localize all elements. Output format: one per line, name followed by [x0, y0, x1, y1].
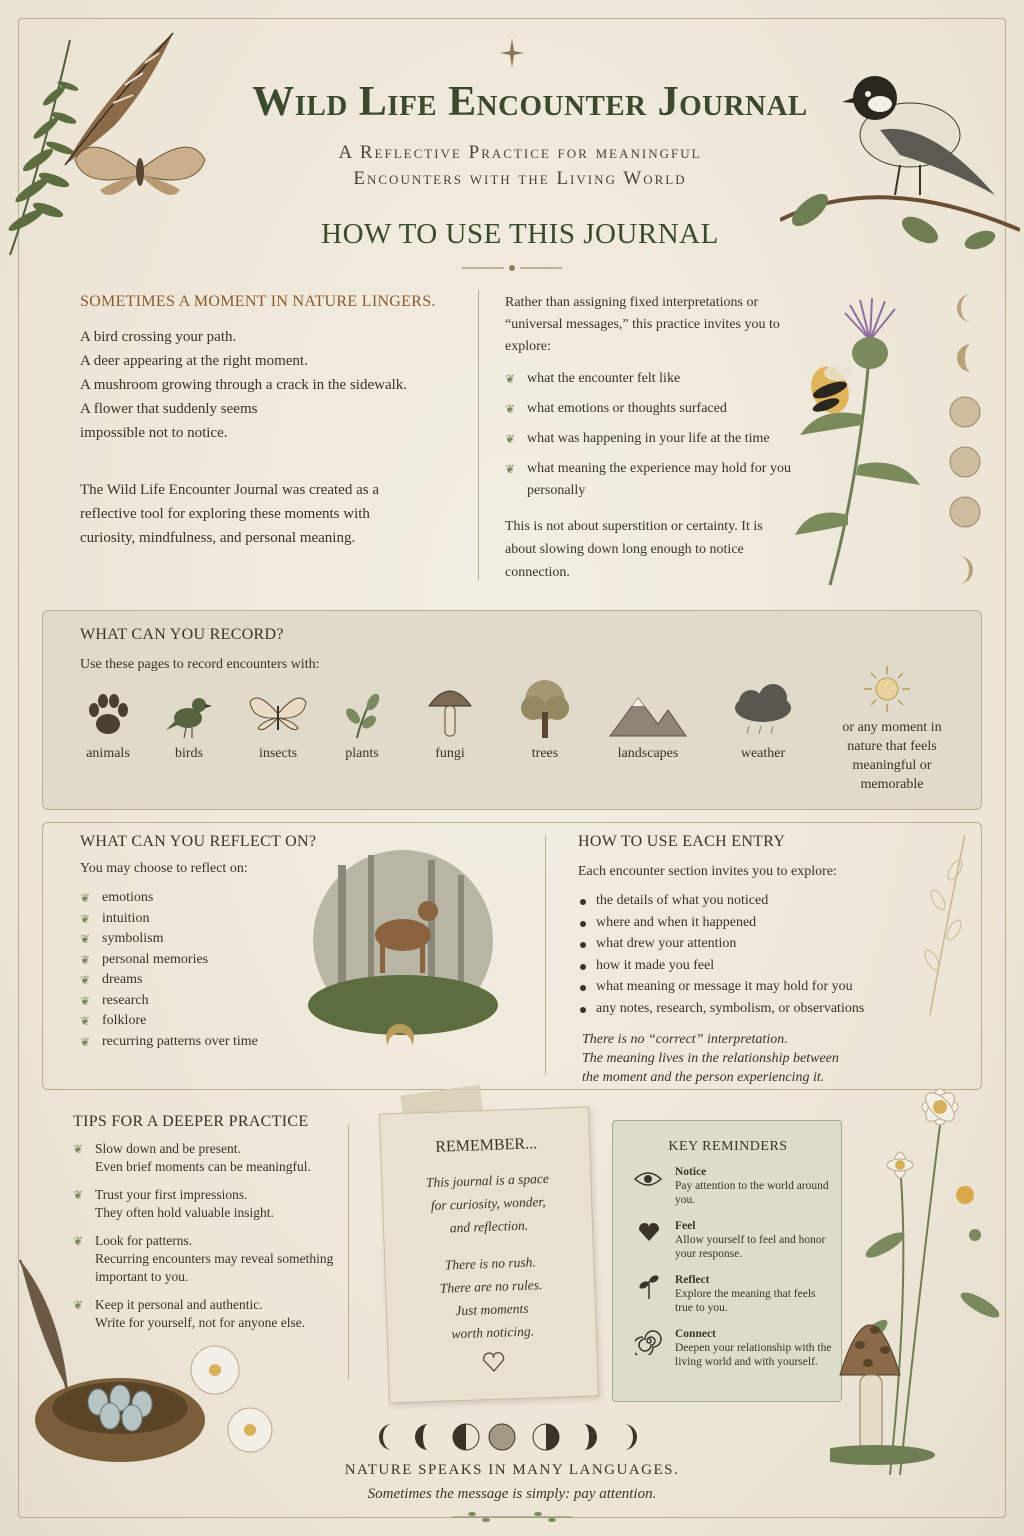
remember-card — [379, 1106, 599, 1403]
entry-lead: Each encounter section invites you to explore: — [578, 864, 837, 879]
star-ornament-icon — [500, 38, 524, 68]
tip-text: Even brief moments can be meaningful. — [95, 1159, 311, 1174]
subtitle-line-1: A Reflective Practice for meaningful — [338, 142, 702, 163]
bird-icon — [164, 690, 214, 740]
intro-paragraph: The Wild Life Encounter Journal was created as a reflective tool for exploring these moments with curiosity, mindfulness, and personal meaning. — [80, 482, 379, 546]
intro-line: A bird crossing your path. — [80, 329, 237, 345]
tip-text: Write for yourself, not for anyone else. — [95, 1315, 306, 1330]
heart-outline-icon — [481, 1350, 506, 1373]
list-item: ❦ folklore — [80, 1011, 300, 1032]
record-item-label: insects — [258, 746, 298, 761]
list-item: ❦ what was happening in your life at the time — [505, 428, 805, 450]
list-item: any notes, research, symbolism, or observations — [578, 998, 928, 1020]
reflect-lead: You may choose to reflect on: — [80, 861, 248, 876]
bird-nest-icon — [10, 1240, 290, 1480]
list-item: ❦ research — [80, 991, 300, 1012]
key-item-text: Pay attention to the world around you. — [675, 1180, 829, 1206]
thistle-icon — [790, 295, 930, 595]
mountains-icon — [608, 690, 688, 740]
entry-heading: HOW TO USE EACH ENTRY — [578, 833, 786, 850]
tip-title: ❦ Trust your first impressions. — [95, 1187, 248, 1202]
record-item-animals — [63, 690, 153, 762]
entry-note-line: the moment and the person experiencing it. — [582, 1070, 825, 1085]
list-item: ❦ what meaning the experience may hold for you personally — [505, 458, 805, 502]
deer-forest-illustration — [288, 835, 518, 1060]
list-item: ❦ dreams — [80, 970, 300, 991]
tip-item — [73, 1140, 348, 1176]
list-item: ❦ recurring patterns over time — [80, 1032, 300, 1053]
record-other: or any moment in nature that feels meaningful or memorable — [842, 720, 942, 792]
laurel-ornament-icon — [452, 1510, 572, 1524]
tree-icon — [515, 678, 575, 740]
heart-icon — [637, 1221, 661, 1243]
record-heading: WHAT CAN YOU RECORD? — [80, 626, 284, 643]
entry-list — [578, 890, 928, 1019]
key-item-text: Deepen your relationship with the living world and with yourself. — [675, 1342, 832, 1368]
leaf-sprig-icon — [337, 690, 387, 740]
column-divider — [478, 290, 479, 580]
key-item-notice — [675, 1165, 835, 1207]
explore-closing: This is not about superstition or certainty. It is about slowing down long enough to notice connection. — [505, 519, 763, 580]
record-item-label: birds — [175, 746, 203, 761]
list-item: what drew your attention — [578, 933, 928, 955]
botanical-sprig-icon — [910, 830, 980, 1020]
tip-item — [73, 1186, 348, 1222]
remember-heading: REMEMBER... — [435, 1135, 538, 1156]
record-item-label: animals — [86, 746, 130, 761]
list-item: ❦ intuition — [80, 909, 300, 930]
page-subtitle — [230, 140, 810, 192]
key-item-reflect — [675, 1273, 835, 1315]
remember-line: and reflection. — [449, 1217, 529, 1236]
intro-line: A flower that suddenly seems — [80, 401, 258, 417]
remember-line: This journal is a space — [425, 1170, 550, 1191]
subtitle-line-2: Encounters with the Living World — [353, 168, 687, 189]
daisy-morel-illustration — [830, 1085, 1020, 1480]
record-item-landscapes — [603, 690, 693, 762]
record-lead: Use these pages to record encounters with: — [80, 657, 320, 672]
tip-text: They often hold valuable insight. — [95, 1205, 274, 1220]
record-item-insects — [233, 690, 323, 762]
intro-line: A mushroom growing through a crack in the sidewalk. — [80, 377, 408, 393]
key-heading: KEY REMINDERS — [668, 1139, 788, 1154]
reflect-list — [80, 888, 300, 1052]
list-item: ❦ what emotions or thoughts surfaced — [505, 398, 805, 420]
tip-title: ❦ Keep it personal and authentic. — [95, 1297, 263, 1312]
list-item: how it made you feel — [578, 955, 928, 977]
record-item-weather — [718, 684, 808, 762]
list-item: the details of what you noticed — [578, 890, 928, 912]
key-item-feel — [675, 1219, 835, 1261]
moon-phases-column-icon — [945, 290, 985, 595]
list-item: ❦ personal memories — [80, 950, 300, 971]
entry-note-line: There is no “correct” interpretation. — [582, 1032, 788, 1047]
record-item-fungi — [405, 680, 495, 762]
key-item-title: Feel — [675, 1220, 696, 1232]
mushroom-icon — [425, 680, 475, 740]
reflect-heading: WHAT CAN YOU REFLECT ON? — [80, 833, 317, 850]
list-item: ❦ what the encounter felt like — [505, 368, 805, 390]
sun-icon — [862, 664, 912, 714]
butterfly-icon — [248, 690, 308, 740]
paw-print-icon — [83, 690, 133, 740]
key-item-title: Connect — [675, 1328, 716, 1340]
key-item-text: Allow yourself to feel and honor your response. — [675, 1234, 826, 1260]
column-divider — [348, 1125, 349, 1380]
record-item-label: weather — [740, 746, 786, 761]
explore-lead: Rather than assigning fixed interpretations or “universal messages,” this practice invites you to explore: — [505, 295, 780, 354]
divider-ornament-icon — [462, 262, 562, 274]
howto-heading: HOW TO USE THIS JOURNAL — [321, 218, 719, 250]
key-item-connect — [675, 1327, 835, 1369]
column-divider — [545, 835, 546, 1075]
page-title: Wild Life Encounter Journal — [252, 79, 808, 125]
record-item-trees — [500, 678, 590, 762]
record-item-label: fungi — [435, 746, 465, 761]
moth-icon — [70, 130, 210, 210]
list-item: what meaning or message it may hold for you — [578, 976, 928, 998]
intro-line: A deer appearing at the right moment. — [80, 353, 308, 369]
eye-icon — [633, 1169, 663, 1189]
record-item-birds — [144, 690, 234, 762]
record-item-label: trees — [531, 746, 559, 761]
intro-lines — [80, 325, 480, 445]
tip-title: ❦ Slow down and be present. — [95, 1141, 241, 1156]
key-item-text: Explore the meaning that feels true to you. — [675, 1288, 816, 1314]
record-item-label: plants — [345, 746, 379, 761]
tip-title: ❦ Look for patterns. — [95, 1233, 193, 1248]
entry-note-line: The meaning lives in the relationship between — [582, 1051, 839, 1066]
entry-note — [582, 1030, 922, 1087]
footer-line-2: Sometimes the message is simply: pay attention. — [367, 1486, 657, 1502]
record-item-label: landscapes — [617, 746, 679, 761]
rain-cloud-icon — [723, 684, 803, 740]
key-reminders-card — [612, 1120, 842, 1402]
list-item: where and when it happened — [578, 912, 928, 934]
key-item-title: Notice — [675, 1166, 707, 1178]
key-item-title: Reflect — [675, 1274, 710, 1286]
moon-phases-row-icon — [374, 1422, 654, 1452]
footer-line-1: NATURE SPEAKS IN MANY LANGUAGES. — [344, 1462, 680, 1478]
remember-line: Just moments — [455, 1300, 529, 1319]
list-item: ❦ symbolism — [80, 929, 300, 950]
tip-text: Recurring encounters may reveal something important to you. — [95, 1251, 334, 1284]
tips-heading: TIPS FOR A DEEPER PRACTICE — [73, 1113, 309, 1130]
sprout-icon — [637, 1273, 661, 1299]
record-item-plants — [317, 690, 407, 762]
spiral-icon — [635, 1327, 663, 1355]
remember-text — [382, 1165, 598, 1347]
list-item: ❦ emotions — [80, 888, 300, 909]
remember-line: worth noticing. — [451, 1323, 535, 1342]
explore-list — [505, 368, 805, 502]
remember-line: There are no rules. — [439, 1277, 543, 1296]
intro-line: impossible not to notice. — [80, 425, 228, 441]
remember-line: There is no rush. — [444, 1254, 537, 1273]
remember-line: for curiosity, wonder, — [430, 1193, 546, 1213]
intro-heading: SOMETIMES A MOMENT IN NATURE LINGERS. — [80, 293, 436, 310]
